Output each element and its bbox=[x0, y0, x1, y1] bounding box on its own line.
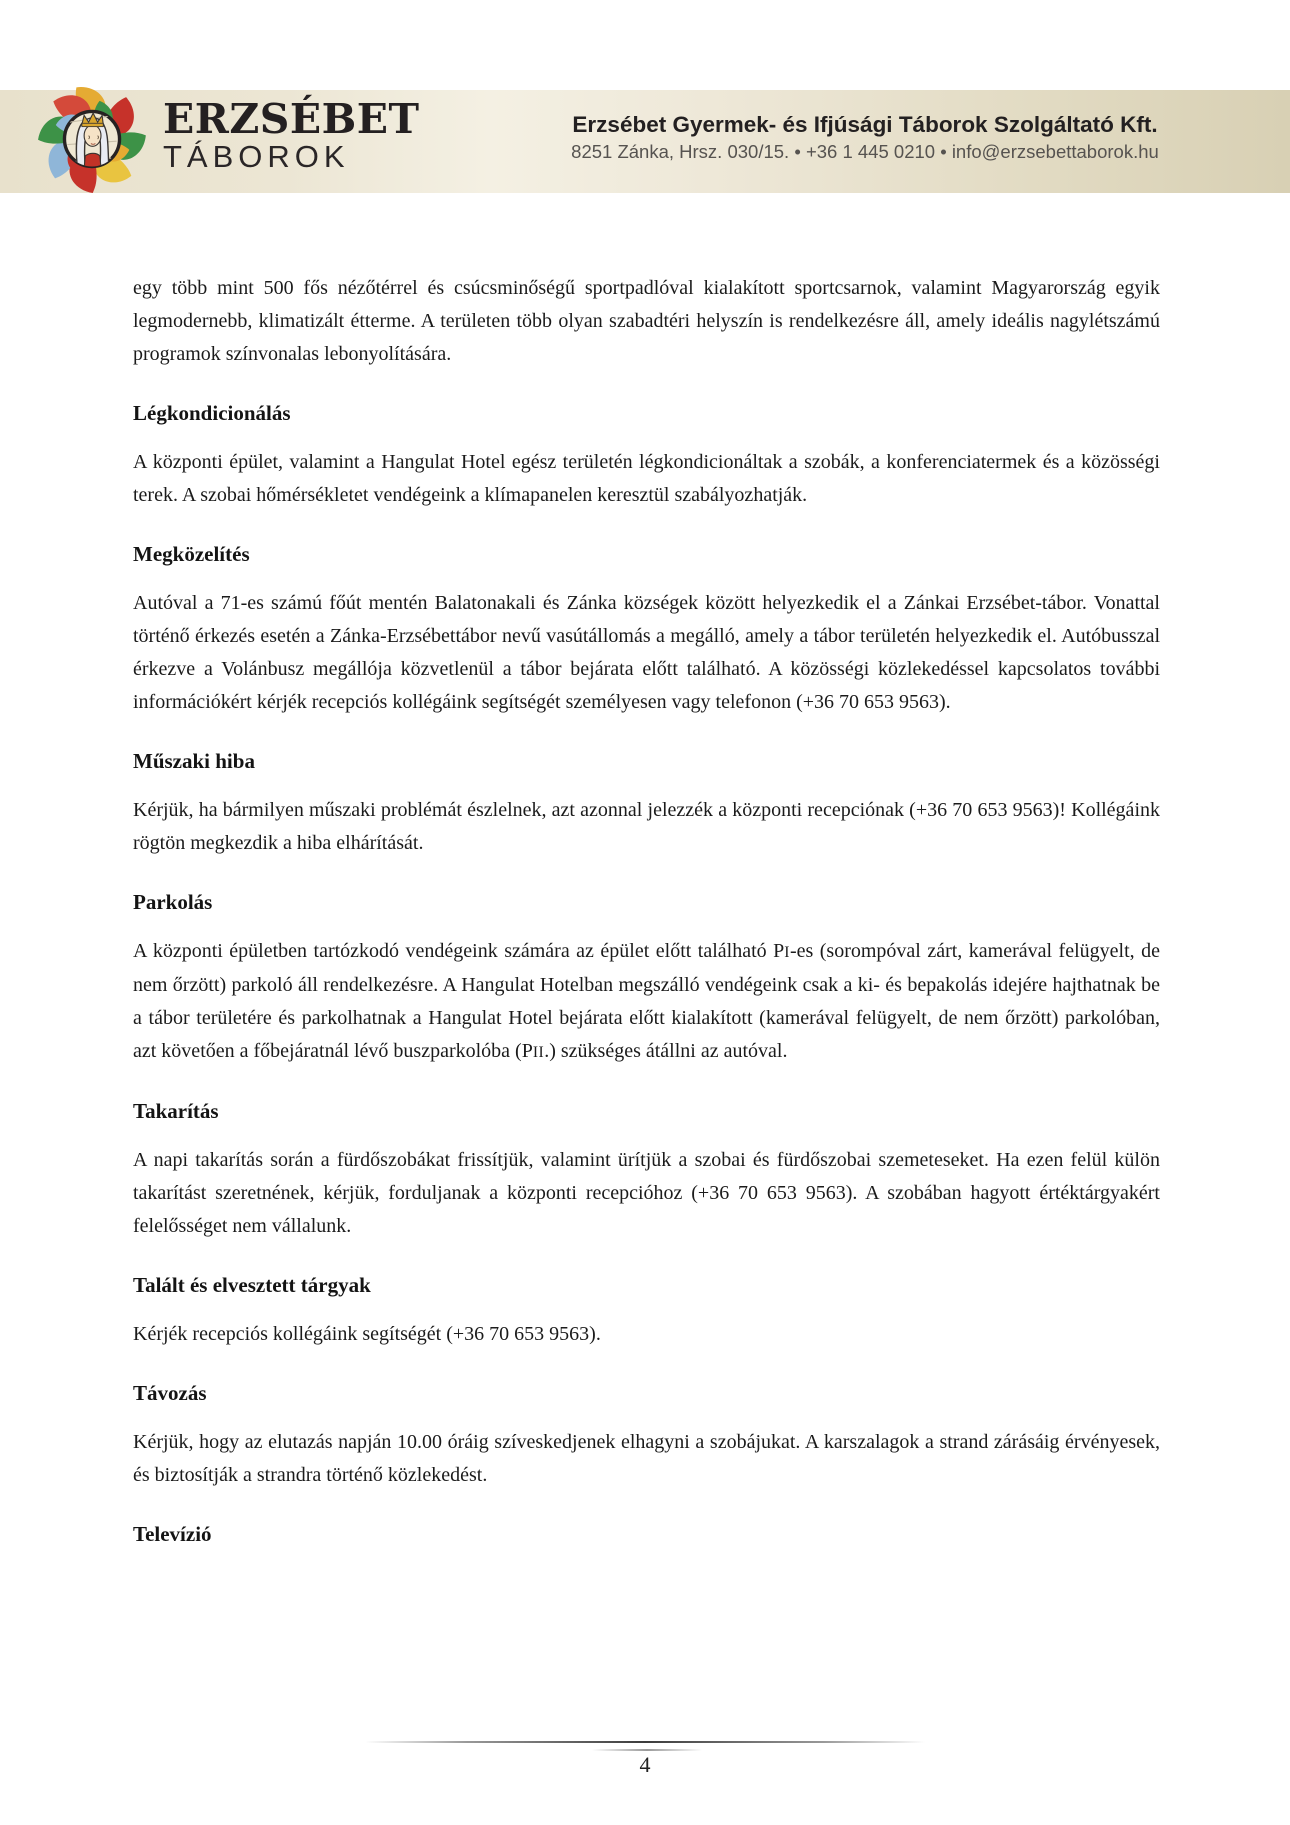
company-block bbox=[560, 112, 1170, 164]
brand-line-taborok: TÁBOROK bbox=[163, 139, 350, 174]
section-heading: Parkolás bbox=[133, 890, 213, 914]
paragraph bbox=[133, 794, 1160, 860]
section-heading: Takarítás bbox=[133, 1099, 219, 1123]
footer-divider bbox=[365, 1741, 925, 1743]
text-run: Autóval a 71-es számú főút mentén Balatonakali és Zánka községek között helyezkedik el a Zánkai Erzsébet-tábor. Vonattal történő érkezés esetén a Zánka-Erzsébettábor nevű vasútállomás a megálló, amely a tábor területén helyezkedik el. Autóbusszal érkezve a Volánbusz megállója közvetlenül a tábor bejárata előtt található. A közösségi közlekedéssel kapcsolatos további információkért kérjék recepciós kollégáink segítségét személyesen vagy telefonon (+36 70 653 9563). bbox=[133, 592, 1160, 713]
brand-line-erzsebet: ERZSÉBET bbox=[163, 95, 420, 143]
section-heading: Megközelítés bbox=[133, 542, 250, 566]
paragraph bbox=[133, 272, 1160, 371]
text-run: -es (sorompóval zárt, kamerával felügyelt, de nem őrzött) parkoló áll rendelkezésre. A Hangulat Hotelban megszálló vendégeink csak a ki- és bepakolás idejére hajthatnak be a tábor területére és parkolhatnak a Hangulat Hotel bejárata előtt kialakított (kamerával felügyelt, de nem őrzött) parkolóban, azt követően a főbejáratnál lévő buszparkolóba (P bbox=[133, 940, 1160, 1062]
company-name: Erzsébet Gyermek- és Ifjúsági Táborok Szolgáltató Kft. bbox=[572, 112, 1158, 137]
text-run: Kérjék recepciós kollégáink segítségét (+36 70 653 9563). bbox=[133, 1323, 601, 1345]
company-contact-line: 8251 Zánka, Hrsz. 030/15. • +36 1 445 0210 • info@erzsebettaborok.hu bbox=[571, 141, 1159, 162]
erzsebet-logo-icon bbox=[33, 63, 151, 215]
text-run: A napi takarítás során a fürdőszobákat frissítjük, valamint ürítjük a szobai és fürdőszobai szemeteseket. Ha ezen felül külön takarítást szeretnének, kérjük, forduljanak a központi recepcióhoz (+36 70 653 9563). A szobában hagyott értéktárgyakért felelősséget nem vállalunk. bbox=[133, 1149, 1160, 1237]
paragraph bbox=[133, 1426, 1160, 1492]
section-heading: Távozás bbox=[133, 1381, 207, 1405]
text-run: egy több mint 500 fős nézőtérrel és csúcsminőségű sportpadlóval kialakított sportcsarnok, valamint Magyarország egyik legmodernebb, klimatizált étterme. A területen több olyan szabadtéri helyszín is rendelkezésre áll, amely ideális nagylétszámú programok színvonalas lebonyolítására. bbox=[133, 277, 1160, 365]
text-run: A központi épületben tartózkodó vendégeink számára az épület előtt található P bbox=[133, 940, 785, 962]
paragraph bbox=[133, 446, 1160, 512]
page-number: 4 bbox=[639, 1752, 651, 1777]
text-run: Kérjük, ha bármilyen műszaki problémát észlelnek, azt azonnal jelezzék a központi recepciónak (+36 70 653 9563)! Kollégáink rögtön megkezdik a hiba elhárítását. bbox=[133, 799, 1160, 854]
document-body bbox=[133, 272, 1160, 1567]
section-heading: Televízió bbox=[133, 1522, 212, 1546]
section-heading: Műszaki hiba bbox=[133, 749, 255, 773]
smallcaps-run: II bbox=[532, 1044, 545, 1061]
smallcaps-run: I bbox=[784, 944, 790, 961]
brand-wordmark bbox=[163, 95, 420, 174]
text-run: A központi épület, valamint a Hangulat Hotel egész területén légkondicionáltak a szobák, a konferenciatermek és a közösségi terek. A szobai hőmérsékletet vendégeink a klímapanelen keresztül szabályozhatják. bbox=[133, 451, 1160, 506]
paragraph bbox=[133, 1144, 1160, 1243]
paragraph bbox=[133, 587, 1160, 719]
section-heading: Légkondicionálás bbox=[133, 401, 291, 425]
paragraph bbox=[133, 1318, 1160, 1351]
section-heading: Talált és elvesztett tárgyak bbox=[133, 1273, 371, 1297]
paragraph bbox=[133, 935, 1160, 1069]
text-run: .) szükséges átállni az autóval. bbox=[544, 1040, 788, 1062]
text-run: Kérjük, hogy az elutazás napján 10.00 óráig szíveskedjenek elhagyni a szobájukat. A karszalagok a strand zárásáig érvényesek, és biztosítják a strandra történő közlekedést. bbox=[133, 1431, 1160, 1486]
